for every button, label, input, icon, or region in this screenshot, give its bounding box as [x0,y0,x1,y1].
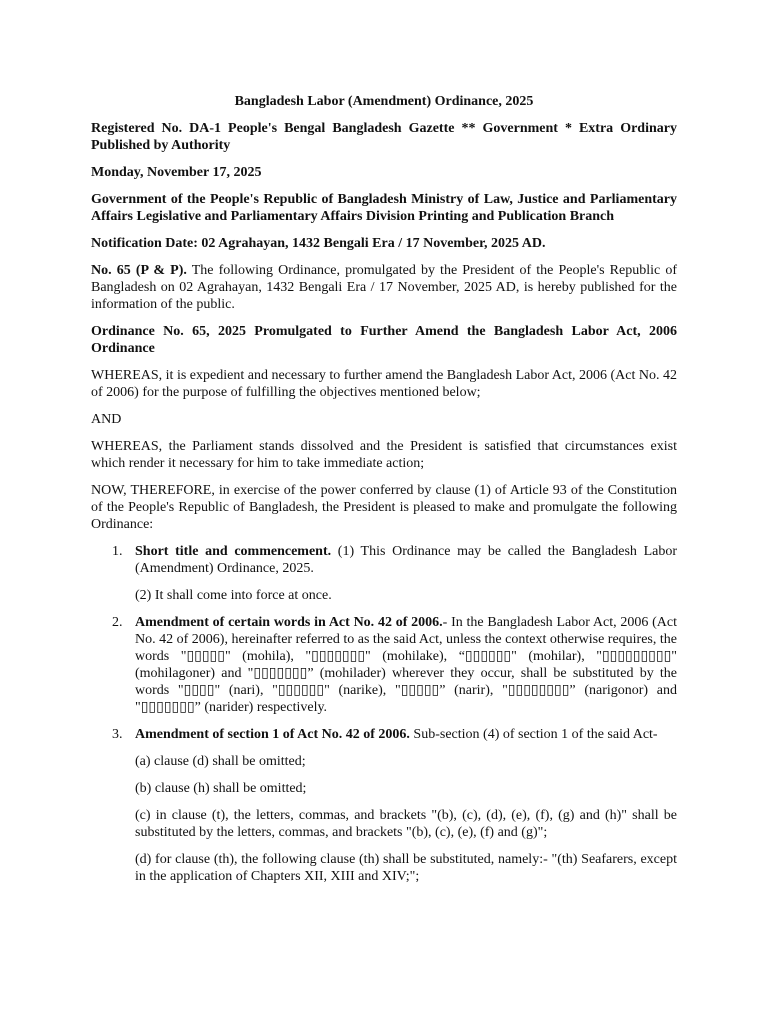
section-item [91,543,677,604]
section-lead [135,543,677,577]
section-item [91,614,677,716]
section-heading: Amendment of certain words in Act No. 42 of 2006. [135,615,443,630]
notice-label: No. 65 (P & P). [91,263,187,278]
section-subclause: (a) clause (d) shall be omitted; [135,754,306,769]
section-text: (1) This Ordinance may be called the Bangladesh Labor (Amendment) Ordinance, 2025. [135,544,677,576]
section-heading: Amendment of section 1 of Act No. 42 of 2006. [135,727,410,742]
section-subclause: (2) It shall come into force at once. [135,588,332,603]
and-paragraph: AND [91,412,122,427]
whereas-paragraph-1: WHEREAS, it is expedient and necessary to further amend the Bangladesh Labor Act, 2006 (Act No. 42 of 2006) for the purpose of fulfilling the objectives mentioned below; [91,368,677,400]
gazette-line: Registered No. DA-1 People's Bengal Bangladesh Gazette ** Government * Extra Ordinary Published by Authority [91,121,677,153]
section-text: - In the Bangladesh Labor Act, 2006 (Act No. 42 of 2006), hereinafter referred to as the said Act, unless the context otherwise requires, the words "▯▯▯▯▯" (mohila), "▯▯▯▯▯▯▯" (mohilake), “▯▯▯▯▯▯" (mohilar), "▯▯▯▯▯▯▯▯▯" (mohilagoner) and "▯▯▯▯▯▯▯” (mohilader) wherever they occur, shall be substituted by the words "▯▯▯▯" (nari), "▯▯▯▯▯▯" (narike), "▯▯▯▯▯” (narir), "▯▯▯▯▯▯▯▯” (narigonor) and "▯▯▯▯▯▯▯” (narider) respectively. [135,615,677,715]
whereas-paragraph-2: WHEREAS, the Parliament stands dissolved and the President is satisfied that circumstances exist which render it necessary for him to take immediate action; [91,439,677,471]
section-lead [135,614,677,716]
section-lead [135,726,677,743]
section-number: 3. [112,727,123,742]
notice-text: The following Ordinance, promulgated by the President of the People's Republic of Bangladesh on 02 Agrahayan, 1432 Bengali Era / 17 November, 2025 AD, is hereby published for the information of the public. [91,263,677,312]
section-subclause: (d) for clause (th), the following clause (th) shall be substituted, namely:- "(th) Seafarers, except in the application of Chapters XII, XIII and XIV;"; [135,852,677,884]
ministry-line: Government of the People's Republic of Bangladesh Ministry of Law, Justice and Parliamentary Affairs Legislative and Parliamentary Affairs Division Printing and Publication Branch [91,192,677,224]
notice-paragraph [91,262,677,313]
ordinance-heading: Ordinance No. 65, 2025 Promulgated to Further Amend the Bangladesh Labor Act, 2006 Ordinance [91,324,677,356]
section-subclause: (c) in clause (t), the letters, commas, and brackets "(b), (c), (d), (e), (f), (g) and (h)" shall be substituted by the letters, commas, and brackets "(b), (c), (e), (f) and (g)"; [135,808,677,840]
now-therefore-paragraph: NOW, THEREFORE, in exercise of the power conferred by clause (1) of Article 93 of the Constitution of the People's Republic of Bangladesh, the President is pleased to make and promulgate the following Ordinance: [91,483,677,532]
section-subclause: (b) clause (h) shall be omitted; [135,781,307,796]
document-title: Bangladesh Labor (Amendment) Ordinance, 2025 [234,94,534,109]
section-item [91,726,677,885]
notification-date: Notification Date: 02 Agrahayan, 1432 Bengali Era / 17 November, 2025 AD. [91,236,546,251]
section-text: Sub-section (4) of section 1 of the said Act- [409,727,658,742]
section-list [91,543,677,885]
section-heading: Short title and commencement. [135,544,332,559]
date-line: Monday, November 17, 2025 [91,165,262,180]
section-number: 2. [112,615,123,630]
section-number: 1. [112,544,123,559]
